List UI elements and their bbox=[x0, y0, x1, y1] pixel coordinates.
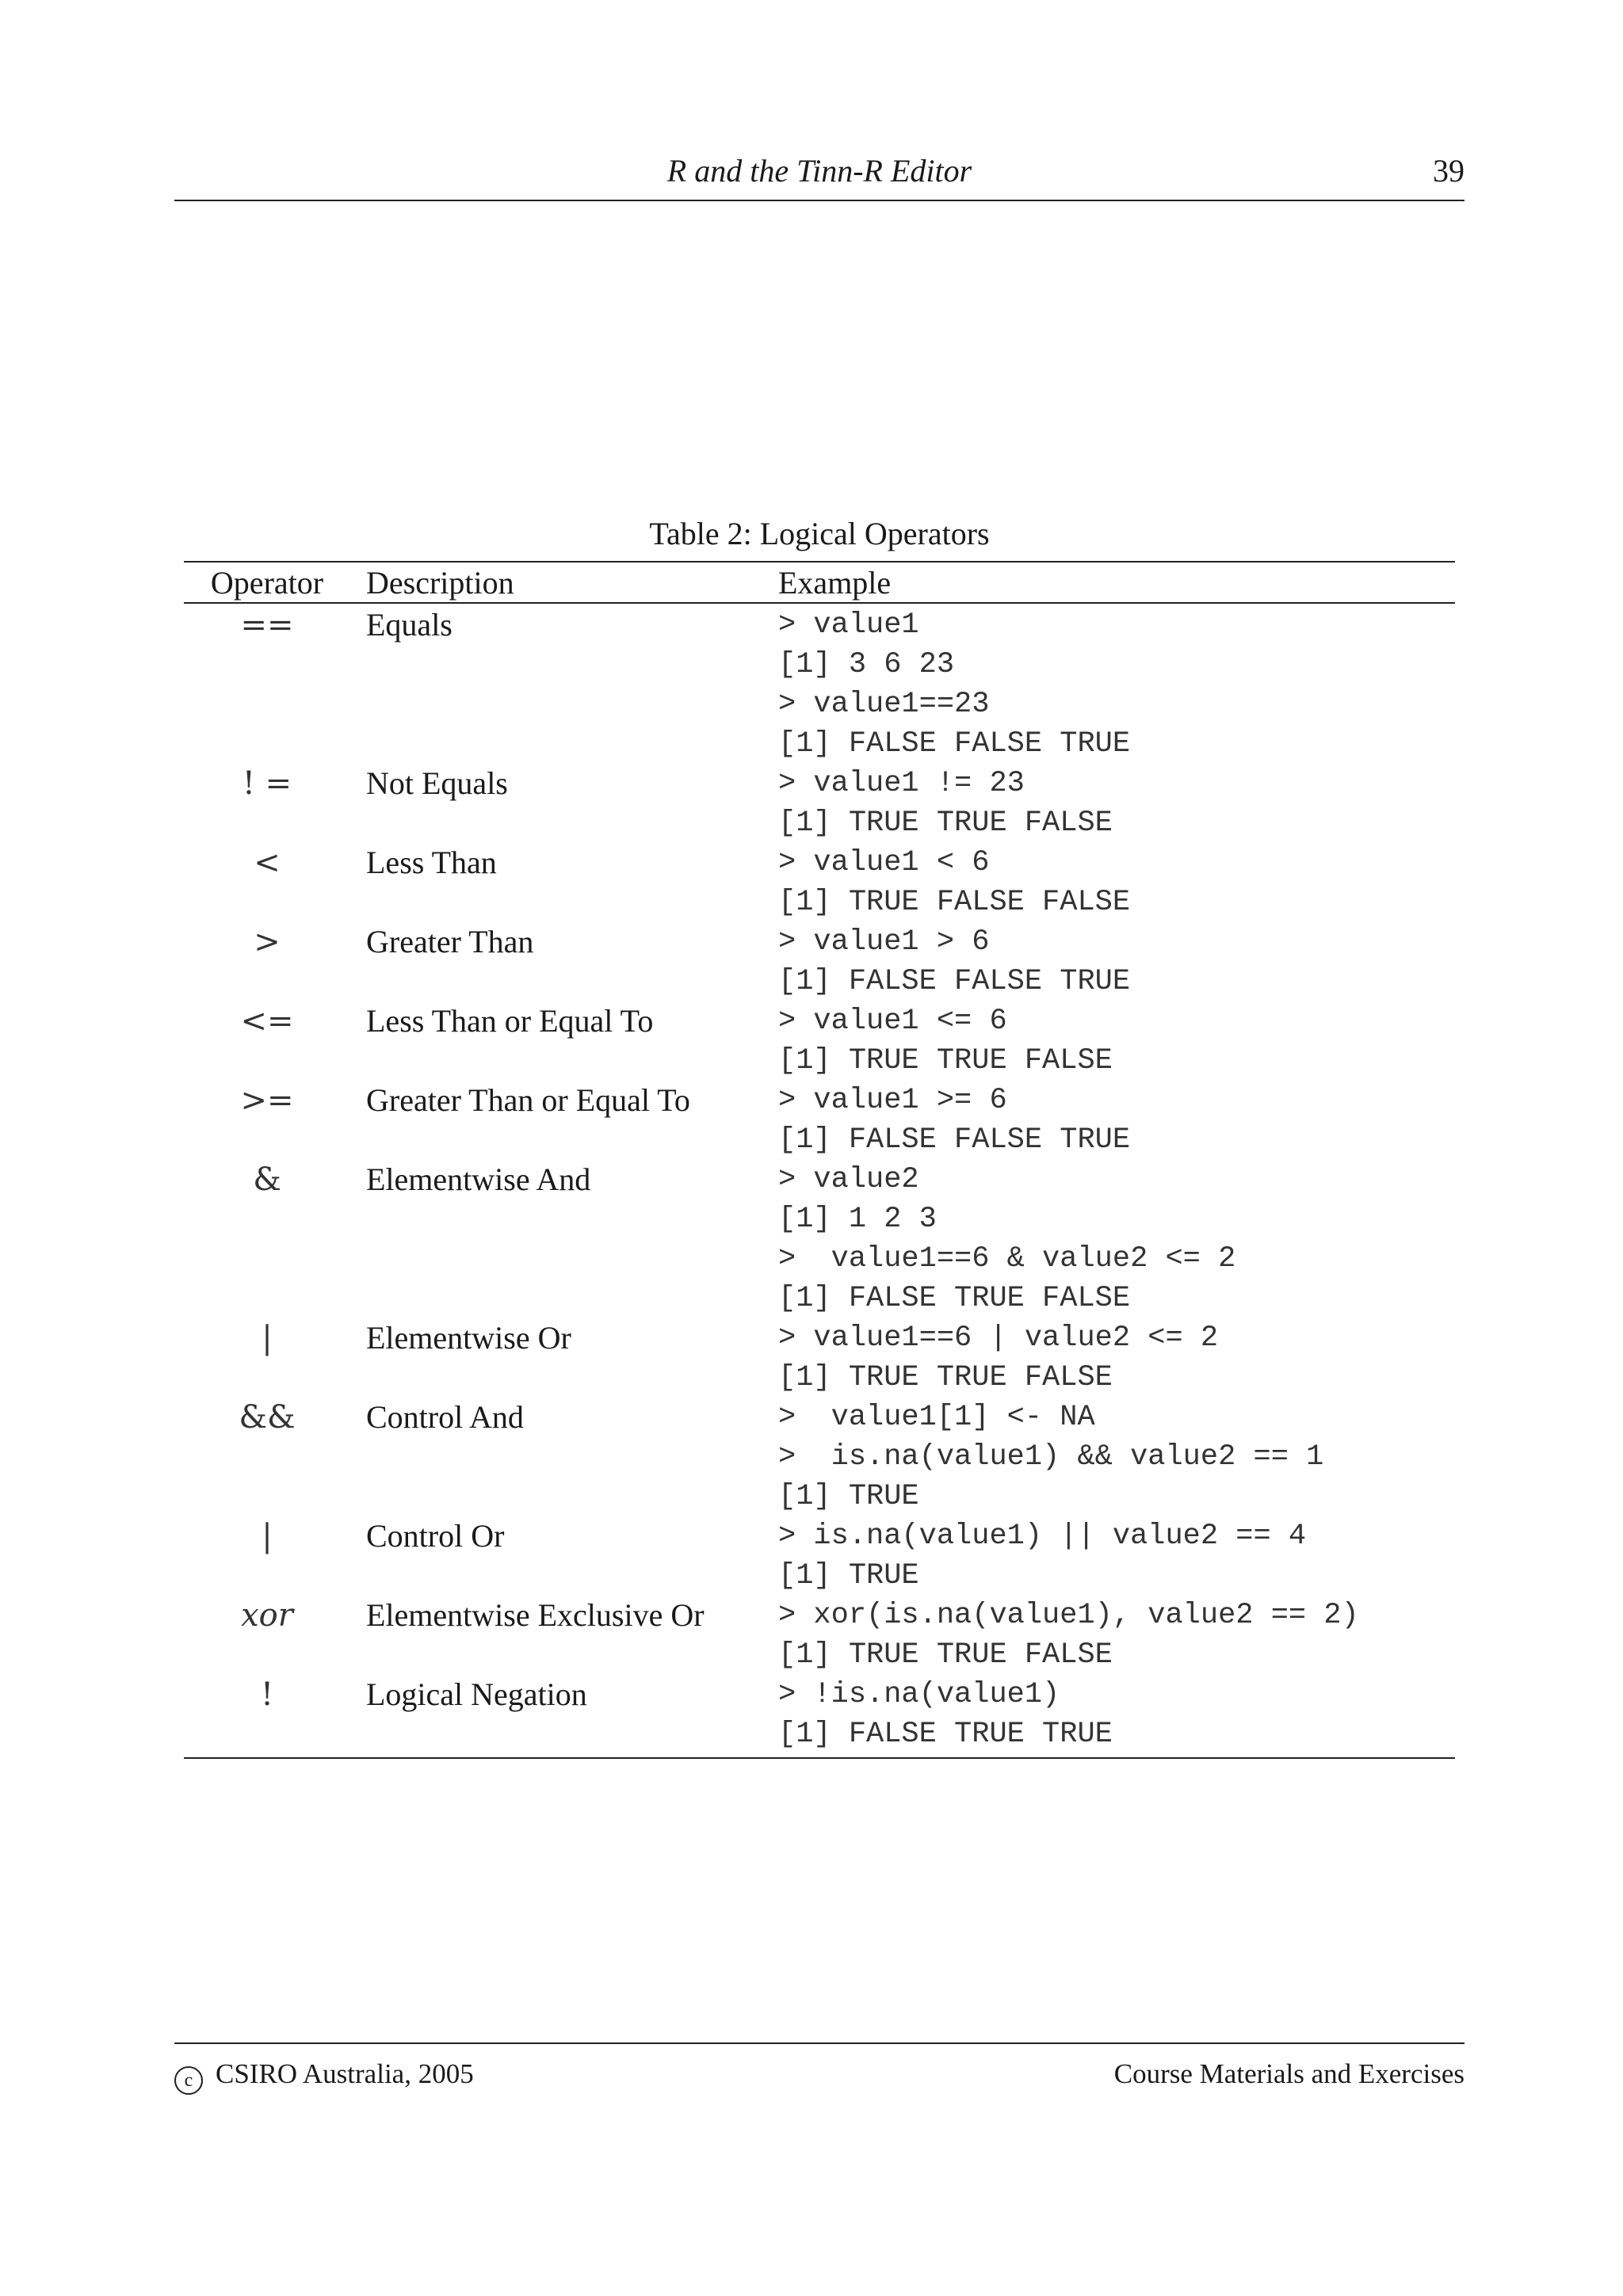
description-cell: Control And bbox=[366, 1399, 524, 1435]
example-line: > value1==23 bbox=[778, 688, 990, 721]
example-cell bbox=[762, 1001, 1455, 1081]
table-row bbox=[184, 1398, 1455, 1516]
example-line: > value1 != 23 bbox=[778, 767, 1025, 800]
operator-cell: <= bbox=[240, 1003, 294, 1039]
example-line: > !is.na(value1) bbox=[778, 1678, 1060, 1711]
operator-cell: xor bbox=[241, 1597, 293, 1634]
table-body bbox=[184, 603, 1455, 1758]
table-row bbox=[184, 1318, 1455, 1398]
example-cell bbox=[762, 1596, 1455, 1675]
example-cell bbox=[762, 764, 1455, 843]
operator-cell: ! = bbox=[242, 765, 292, 802]
example-line: [1] TRUE TRUE FALSE bbox=[778, 1638, 1113, 1672]
example-cell bbox=[762, 1081, 1455, 1160]
example-line: [1] FALSE TRUE TRUE bbox=[778, 1718, 1113, 1751]
operator-cell: | bbox=[262, 1320, 273, 1356]
table-row bbox=[184, 1675, 1455, 1758]
example-line: > value1 > 6 bbox=[778, 925, 990, 959]
example-line: > value1 >= 6 bbox=[778, 1084, 1007, 1117]
example-line: > value1[1] <- NA bbox=[778, 1401, 1095, 1434]
description-cell: Logical Negation bbox=[366, 1676, 587, 1712]
description-cell: Equals bbox=[366, 607, 453, 643]
example-line: [1] TRUE TRUE FALSE bbox=[778, 1361, 1113, 1394]
description-cell: Greater Than or Equal To bbox=[366, 1082, 690, 1118]
description-cell: Not Equals bbox=[366, 765, 508, 801]
course-title: Course Materials and Exercises bbox=[1113, 2058, 1465, 2089]
example-line: > value1==6 | value2 <= 2 bbox=[778, 1322, 1219, 1355]
description-cell: Less Than bbox=[366, 845, 497, 880]
copyright-text: CSIRO Australia, 2005 bbox=[216, 2058, 474, 2089]
table-caption: Table 2: Logical Operators bbox=[649, 516, 990, 551]
operator-cell: & bbox=[253, 1161, 281, 1198]
operators-table bbox=[184, 561, 1455, 1759]
operator-cell: ! bbox=[260, 1676, 274, 1713]
example-line: [1] TRUE bbox=[778, 1480, 919, 1513]
description-cell: Elementwise Or bbox=[366, 1320, 571, 1356]
copyright bbox=[174, 2058, 474, 2095]
table-header-row bbox=[184, 562, 1455, 603]
example-line: > is.na(value1) || value2 == 4 bbox=[778, 1520, 1307, 1553]
description-cell: Control Or bbox=[366, 1518, 505, 1554]
page-header bbox=[174, 151, 1465, 201]
table-row bbox=[184, 603, 1455, 764]
example-line: [1] 3 6 23 bbox=[778, 648, 955, 681]
example-line: [1] FALSE FALSE TRUE bbox=[778, 727, 1131, 761]
operator-cell: < bbox=[254, 845, 281, 881]
table-row bbox=[184, 1596, 1455, 1675]
copyright-icon: c bbox=[174, 2066, 203, 2095]
example-line: [1] TRUE bbox=[778, 1559, 919, 1592]
example-line: [1] FALSE FALSE TRUE bbox=[778, 1123, 1131, 1157]
example-line: [1] 1 2 3 bbox=[778, 1203, 937, 1236]
table-row bbox=[184, 1516, 1455, 1596]
example-line: > value1 < 6 bbox=[778, 846, 990, 879]
description-cell: Elementwise Exclusive Or bbox=[366, 1597, 705, 1633]
table-row bbox=[184, 843, 1455, 922]
example-line: > is.na(value1) && value2 == 1 bbox=[778, 1440, 1324, 1474]
example-line: [1] FALSE FALSE TRUE bbox=[778, 965, 1131, 998]
column-header-operator: Operator bbox=[184, 562, 350, 603]
example-line: [1] TRUE TRUE FALSE bbox=[778, 1044, 1113, 1077]
example-line: [1] FALSE TRUE FALSE bbox=[778, 1282, 1131, 1315]
table-row bbox=[184, 1081, 1455, 1160]
operator-cell: == bbox=[240, 607, 294, 643]
example-line: > value1 <= 6 bbox=[778, 1005, 1007, 1038]
page-number: 39 bbox=[1433, 153, 1465, 189]
example-cell bbox=[762, 1160, 1455, 1318]
table-row bbox=[184, 1001, 1455, 1081]
example-line: [1] TRUE TRUE FALSE bbox=[778, 807, 1113, 840]
operator-cell: > bbox=[254, 924, 281, 960]
column-header-description: Description bbox=[350, 562, 762, 603]
example-line: > value2 bbox=[778, 1163, 919, 1196]
example-cell bbox=[762, 1675, 1455, 1758]
table-row bbox=[184, 764, 1455, 843]
column-header-example: Example bbox=[762, 562, 1455, 603]
operator-cell: | bbox=[262, 1518, 273, 1554]
example-cell bbox=[762, 1318, 1455, 1398]
example-line: [1] TRUE FALSE FALSE bbox=[778, 886, 1131, 919]
description-cell: Greater Than bbox=[366, 924, 534, 959]
running-title: R and the Tinn-R Editor bbox=[666, 153, 972, 189]
operator-cell: && bbox=[239, 1399, 296, 1436]
example-cell bbox=[762, 1398, 1455, 1516]
table-row bbox=[184, 922, 1455, 1001]
description-cell: Elementwise And bbox=[366, 1161, 591, 1197]
example-line: > value1 bbox=[778, 608, 919, 642]
description-cell: Less Than or Equal To bbox=[366, 1003, 654, 1039]
example-cell bbox=[762, 1516, 1455, 1596]
operator-cell: >= bbox=[240, 1082, 294, 1119]
page-footer bbox=[174, 2042, 1465, 2100]
example-line: > xor(is.na(value1), value2 == 2) bbox=[778, 1599, 1359, 1632]
example-cell bbox=[762, 603, 1455, 764]
example-cell bbox=[762, 922, 1455, 1001]
example-line: > value1==6 & value2 <= 2 bbox=[778, 1242, 1236, 1276]
example-cell bbox=[762, 843, 1455, 922]
logical-operators-table bbox=[184, 561, 1455, 1759]
table-row bbox=[184, 1160, 1455, 1318]
